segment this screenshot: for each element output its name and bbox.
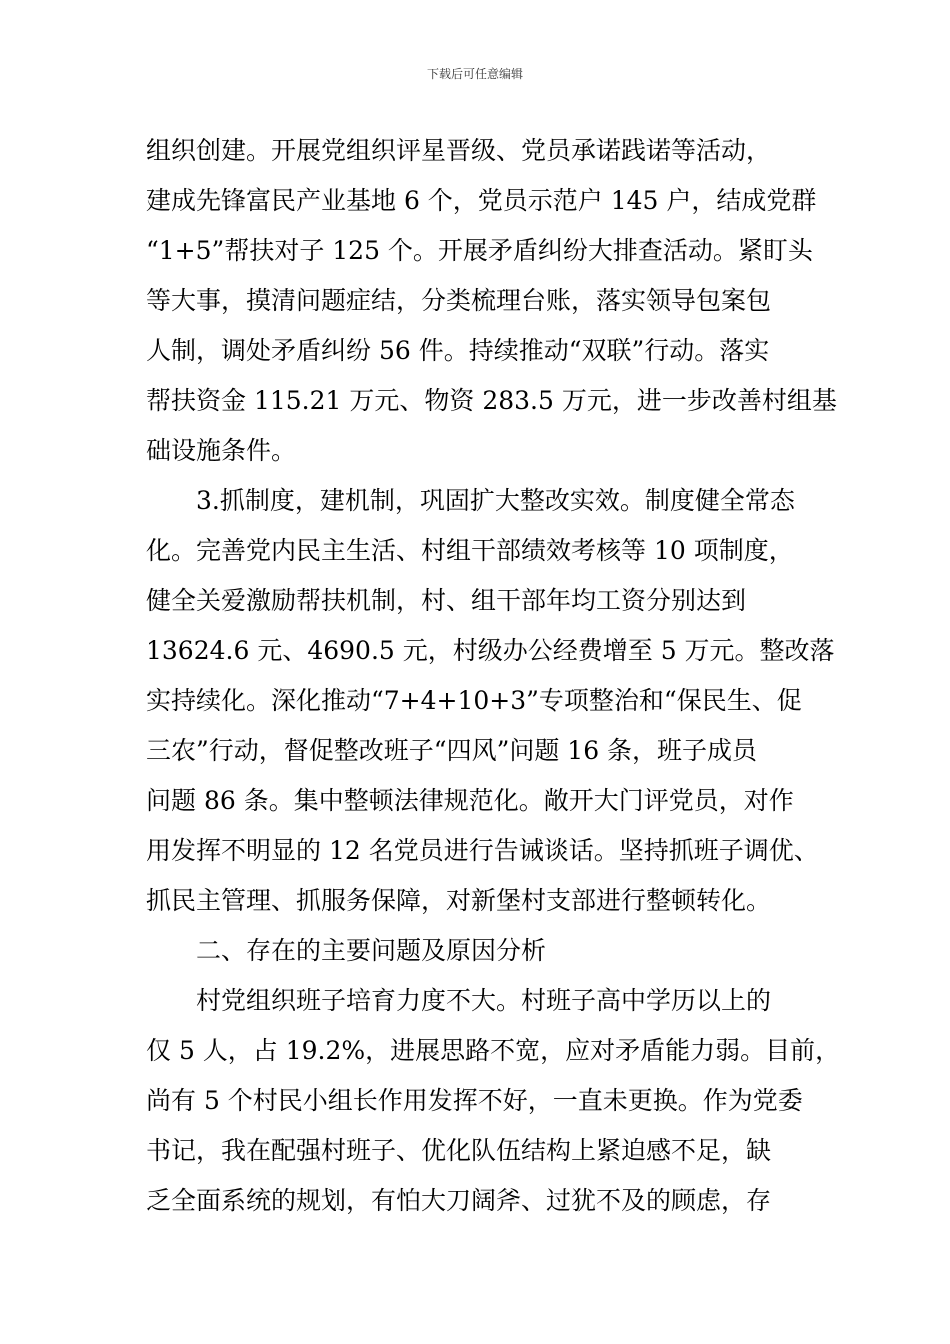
text-line: 础设施条件。 [146,436,297,465]
text-line: 仅 5 人，占 19.2%，进展思路不宽，应对矛盾能力弱。目前， [146,1036,841,1065]
paragraph-start-line: 村党组织班子培育力度不大。村班子高中学历以上的 [196,986,772,1015]
text-line: 三农”行动，督促整改班子“四风”问题 16 条，班子成员 [146,736,758,765]
section-heading: 二、存在的主要问题及原因分析 [196,936,547,965]
text-line: 帮扶资金 115.21 万元、物资 283.5 万元，进一步改善村组基 [146,386,837,415]
text-line: 乏全面系统的规划，有怕大刀阔斧、过犹不及的顾虑，存 [146,1186,772,1215]
text-line: 健全关爱激励帮扶机制，村、组干部年均工资分别达到 [146,586,747,615]
text-line: 实持续化。深化推动“7+4+10+3”专项整治和“保民生、促 [146,686,802,715]
text-line: 问题 86 条。集中整顿法律规范化。敞开大门评党员，对作 [146,786,794,815]
text-line: 建成先锋富民产业基地 6 个，党员示范户 145 户，结成党群 [146,186,817,215]
paragraph-start-line: 3.抓制度，建机制，巩固扩大整改实效。制度健全常态 [196,486,795,515]
text-line: 尚有 5 个村民小组长作用发挥不好，一直未更换。作为党委 [146,1086,803,1115]
text-line: 化。完善党内民主生活、村组干部绩效考核等 10 项制度， [146,536,794,565]
page-header-note: 下载后可任意编辑 [426,67,523,81]
document-body [146,126,841,1226]
text-line: 等大事，摸清问题症结，分类梳理台账，落实领导包案包 [146,286,772,315]
text-line: 用发挥不明显的 12 名党员进行告诫谈话。坚持抓班子调优、 [146,836,819,865]
text-line: 13624.6 元、4690.5 元，村级办公经费增至 5 万元。整改落 [146,636,835,665]
text-line: 书记，我在配强村班子、优化队伍结构上紧迫感不足，缺 [146,1136,772,1165]
text-line: 人制，调处矛盾纠纷 56 件。持续推动“双联”行动。落实 [146,336,770,365]
text-line: “1+5”帮扶对子 125 个。开展矛盾纠纷大排查活动。紧盯头 [146,236,813,265]
text-line: 抓民主管理、抓服务保障，对新堡村支部进行整顿转化。 [146,886,772,915]
text-line: 组织创建。开展党组织评星晋级、党员承诺践诺等活动， [146,136,772,165]
